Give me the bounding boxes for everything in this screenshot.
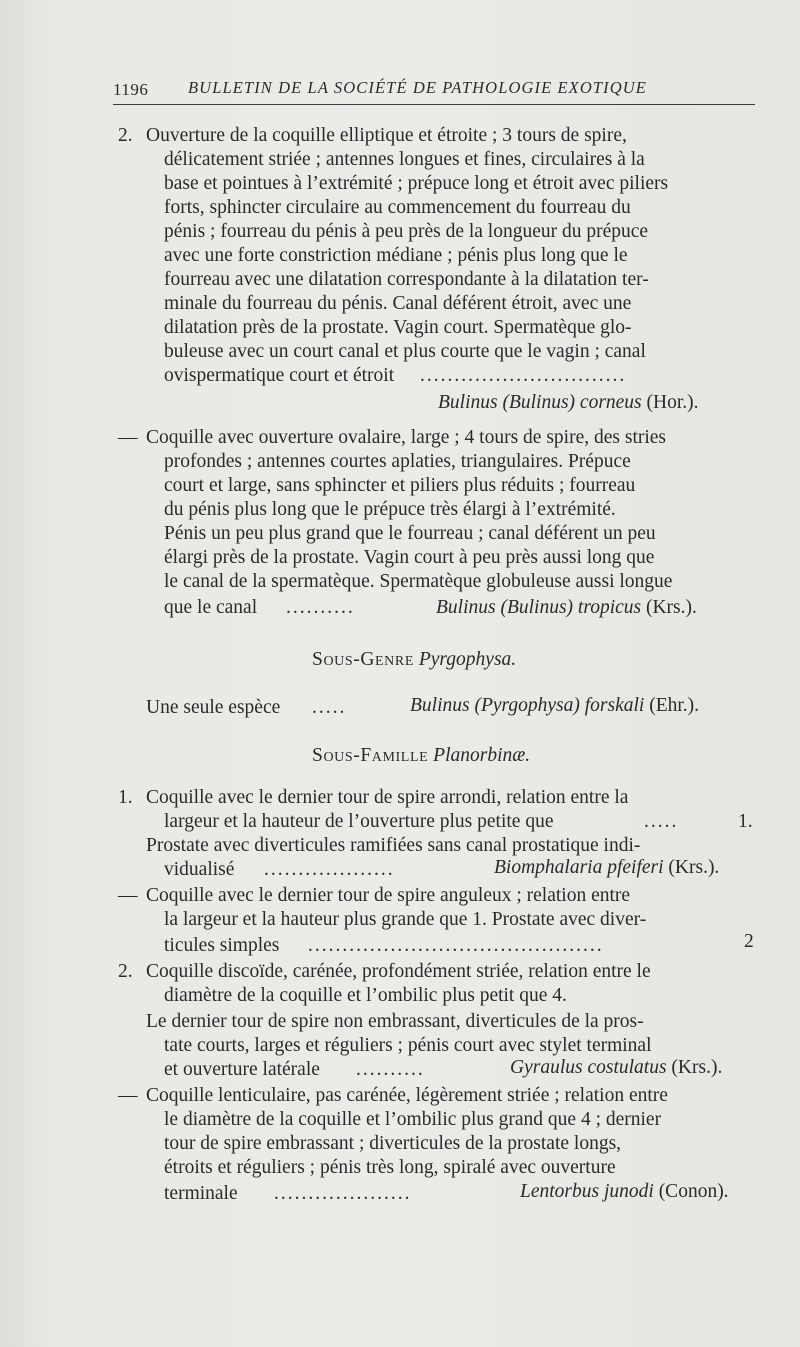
text-line: terminale (164, 1183, 238, 1204)
text-line: profondes ; antennes courtes aplaties, triangulaires. Prépuce (164, 451, 631, 472)
text-line: étroits et réguliers ; pénis très long, spiralé avec ouverture (164, 1157, 616, 1178)
species-name: Lentorbus junodi (520, 1181, 654, 1202)
text-line: Coquille lenticulaire, pas carénée, légèrement striée ; relation entre (146, 1085, 668, 1106)
subgenus-name: Pyrgophysa. (418, 649, 517, 670)
entry-number: 1. (118, 787, 133, 808)
page-header (113, 76, 753, 106)
leader-dots: ..... (312, 697, 347, 718)
text-line: élargi près de la prostate. Vagin court à peu près aussi long que (164, 547, 655, 568)
page-number: 1196 (113, 80, 149, 99)
text-line: base et pointues à l’extrémité ; prépuce long et étroit avec piliers (164, 173, 669, 194)
species-name: Bulinus (Pyrgophysa) forskali (410, 695, 645, 716)
subfamily-heading (312, 744, 530, 768)
text-line: Coquille avec ouverture ovalaire, large ; 4 tours de spire, des stries (146, 427, 667, 448)
text-line: tate courts, larges et réguliers ; pénis court avec stylet terminal (164, 1035, 652, 1056)
key-reference: 2 (744, 931, 754, 952)
species-author: (Krs.). (668, 857, 720, 878)
text-line: Prostate avec diverticules ramifiées sans canal prostatique indi- (146, 835, 641, 856)
text-line: et ouverture latérale (164, 1059, 320, 1080)
text-line: Le dernier tour de spire non embrassant, diverticules de la pros- (146, 1011, 644, 1032)
species-name-line (510, 1056, 722, 1080)
text-line: le canal de la spermatèque. Spermatèque globuleuse aussi longue (164, 571, 673, 592)
text-line: le diamètre de la coquille et l’ombilic plus grand que 4 ; dernier (164, 1109, 662, 1130)
text-line: tour de spire embrassant ; diverticules de la prostate longs, (164, 1133, 622, 1154)
species-name-line (494, 856, 719, 880)
species-name-line (438, 391, 699, 415)
text-line: forts, sphincter circulaire au commencement du fourreau du (164, 197, 631, 218)
leader-dots: .......... (286, 597, 355, 618)
running-title: BULLETIN DE LA SOCIÉTÉ DE PATHOLOGIE EXOTIQUE (188, 78, 647, 97)
leader-dots: ................... (264, 859, 395, 880)
subgenus-heading (312, 648, 516, 672)
text-line: minale du fourreau du pénis. Canal déférent étroit, avec une (164, 293, 632, 314)
text-line: Coquille avec le dernier tour de spire arrondi, relation entre la (146, 787, 629, 808)
species-author: (Hor.). (646, 392, 699, 413)
species-name-line (520, 1180, 729, 1204)
subfamily-name: Planorbinæ. (433, 745, 531, 766)
text-line: délicatement striée ; antennes longues et fines, circulaires à la (164, 149, 645, 170)
entry-dash: — (118, 427, 138, 448)
text-line: court et large, sans sphincter et piliers plus réduits ; fourreau (164, 475, 636, 496)
text-line: Coquille avec le dernier tour de spire anguleux ; relation entre (146, 885, 631, 906)
subgenus-label: Sous-Genre (312, 649, 414, 670)
text-line: Coquille discoïde, carénée, profondément striée, relation entre le (146, 961, 651, 982)
species-name: Bulinus (Bulinus) corneus (438, 392, 642, 413)
entry-dash: — (118, 1085, 138, 1106)
text-line: diamètre de la coquille et l’ombilic plus petit que 4. (164, 985, 567, 1006)
text-line: que le canal (164, 597, 258, 618)
entry-number: 2. (118, 961, 133, 982)
species-author: (Conon). (658, 1181, 729, 1202)
text-line: ticules simples (164, 935, 280, 956)
text-line: vidualisé (164, 859, 235, 880)
text-line: fourreau avec une dilatation correspondante à la dilatation ter- (164, 269, 649, 290)
species-name: Gyraulus costulatus (510, 1057, 667, 1078)
entry-number: 2. (118, 125, 133, 146)
subfamily-label: Sous-Famille (312, 745, 429, 766)
leader-dots: .................... (274, 1183, 412, 1204)
leader-dots: ..... (644, 811, 679, 832)
key-reference: 1. (738, 811, 753, 832)
header-rule (113, 104, 755, 105)
text-line: ovispermatique court et étroit (164, 365, 395, 386)
text-line: la largeur et la hauteur plus grande que 1. Prostate avec diver- (164, 909, 647, 930)
species-name: Bulinus (Bulinus) tropicus (436, 597, 642, 618)
species-name-line (436, 596, 697, 620)
leader-dots: .............................. (420, 365, 627, 386)
text-line: pénis ; fourreau du pénis à peu près de la longueur du prépuce (164, 221, 649, 242)
single-species-text: Une seule espèce (146, 697, 281, 718)
text-line: Ouverture de la coquille elliptique et étroite ; 3 tours de spire, (146, 125, 627, 146)
species-author: (Ehr.). (649, 695, 700, 716)
text-line: Pénis un peu plus grand que le fourreau ; canal déférent un peu (164, 523, 656, 544)
entry-dash: — (118, 885, 138, 906)
leader-dots: .......... (356, 1059, 425, 1080)
species-name-line (410, 694, 699, 718)
species-name: Biomphalaria pfeiferi (494, 857, 664, 878)
species-author: (Krs.). (671, 1057, 723, 1078)
species-author: (Krs.). (645, 597, 697, 618)
text-line: largeur et la hauteur de l’ouverture plus petite que (164, 811, 554, 832)
text-line: du pénis plus long que le prépuce très élargi à l’extrémité. (164, 499, 616, 520)
text-line: dilatation près de la prostate. Vagin court. Spermatèque glo- (164, 317, 632, 338)
text-line: avec une forte constriction médiane ; pénis plus long que le (164, 245, 628, 266)
leader-dots: ........................................... (308, 935, 604, 956)
text-line: buleuse avec un court canal et plus courte que le vagin ; canal (164, 341, 646, 362)
